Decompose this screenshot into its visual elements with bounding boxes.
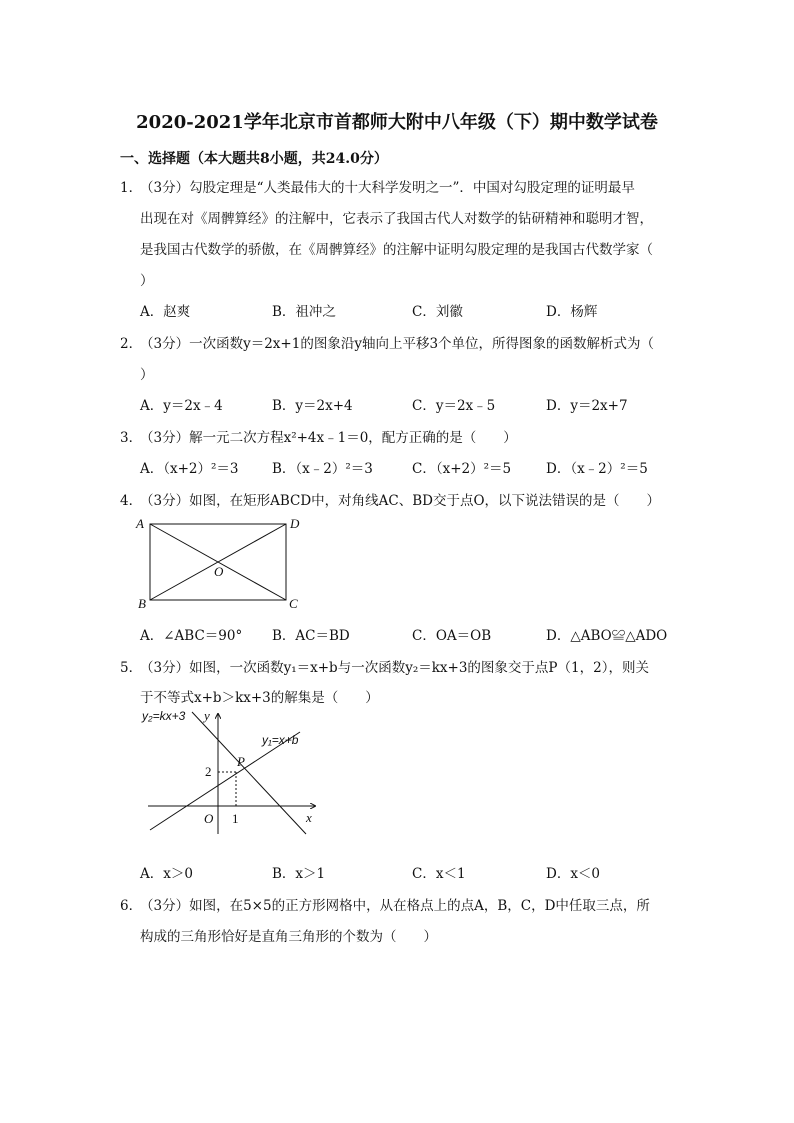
tick-label-y: 2 [205,764,212,779]
option-a[interactable]: A．∠ABC＝90° [140,628,243,644]
question-text-line: 构成的三角形恰好是直角三角形的个数为（ ） [140,929,437,945]
question-number: 1． [120,180,143,196]
question-text-line: 出现在对《周髀算经》的注解中，它表示了我国古代人对数学的钻研精神和聪明才智， [140,211,653,227]
label-o: O [214,564,224,579]
label-c: C [289,596,298,611]
option-c[interactable]: C．y＝2x﹣5 [412,398,496,414]
question-text-line: ） [140,367,154,383]
option-d[interactable]: D．y＝2x+7 [546,398,628,414]
question-text-line: ） [140,273,154,289]
page-title: 2020-2021学年北京市首都师大附中八年级（下）期中数学试卷 [136,112,658,133]
option-c[interactable]: C．OA＝OB [412,628,492,644]
rectangle-figure [134,512,314,612]
option-d[interactable]: D．x＜0 [546,866,601,882]
option-b[interactable]: B．祖冲之 [272,304,336,320]
option-c[interactable]: C．x＜1 [412,866,466,882]
label-b: B [138,596,146,611]
label-y-axis: y [204,708,210,723]
option-b[interactable]: B．y＝2x+4 [272,398,353,414]
option-a[interactable]: A．x＞0 [140,866,193,882]
option-b[interactable]: B．AC＝BD [272,628,350,644]
question-number: 5． [120,660,143,676]
question-text-line: 于不等式x+b＞kx+3的解集是（ ） [140,690,379,706]
option-a[interactable]: A．y＝2x﹣4 [140,398,223,414]
option-d[interactable]: D．△ABO≌△ADO [546,628,668,644]
label-y1: y₁=x+b [262,733,299,747]
question-text-line: （3分）如图，一次函数y₁＝x+b与一次函数y₂＝kx+3的图象交于点P（1，2），则关 [140,660,649,676]
tick-label-x: 1 [232,811,239,826]
section-heading: 一、选择题（本大题共8小题，共24.0分） [120,151,388,167]
label-a: A [136,516,144,531]
option-d[interactable]: D．（x﹣2）²＝5 [546,461,648,477]
question-text-line: （3分）解一元二次方程x²+4x﹣1＝0，配方正确的是（ ） [140,430,517,446]
question-text-line: （3分）如图，在5×5的正方形网格中，从在格点上的点A，B，C，D中任取三点，所 [140,898,650,914]
question-text-line: （3分）如图，在矩形ABCD中，对角线AC、BD交于点O，以下说法错误的是（ ） [140,493,661,509]
question-number: 2． [120,336,143,352]
option-c[interactable]: C．（x+2）²＝5 [412,461,512,477]
label-point-p: P [237,754,245,769]
label-y2: y₂=kx+3 [142,709,186,723]
question-text-line: （3分）一次函数y＝2x+1的图象沿y轴向上平移3个单位，所得图象的函数解析式为（ [140,336,655,352]
question-text-line: （3分）勾股定理是“人类最伟大的十大科学发明之一”．中国对勾股定理的证明最早 [140,180,635,196]
option-a[interactable]: A．赵爽 [140,304,191,320]
question-number: 3． [120,430,143,446]
option-c[interactable]: C．刘徽 [412,304,463,320]
label-origin: O [204,811,214,826]
question-number: 4． [120,493,143,509]
question-text-line: 是我国古代数学的骄傲，在《周髀算经》的注解中证明勾股定理的是我国古代数学家（ [140,242,653,258]
question-number: 6． [120,898,143,914]
label-d: D [290,516,300,531]
option-d[interactable]: D．杨辉 [546,304,598,320]
label-x-axis: x [306,810,312,825]
option-b[interactable]: B．（x﹣2）²＝3 [272,461,373,477]
option-a[interactable]: A．（x+2）²＝3 [140,461,239,477]
function-graph [140,706,330,836]
option-b[interactable]: B．x＞1 [272,866,326,882]
